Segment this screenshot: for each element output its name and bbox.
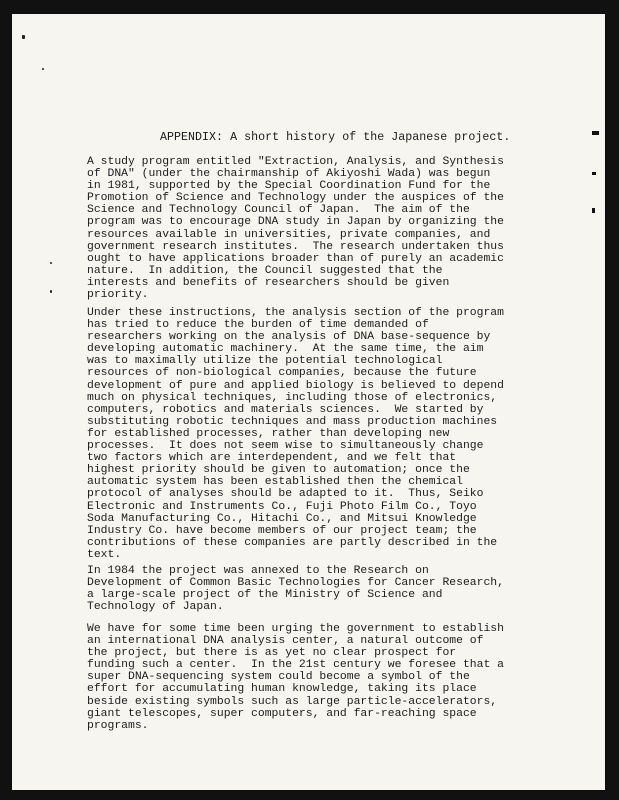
paragraph-line: super DNA-sequencing system could become a symbol of the (87, 671, 470, 684)
paragraph-line: researchers working on the analysis of DNA base-sequence by (87, 331, 491, 344)
paragraph-line: Industry Co. have become members of our project team; the (87, 524, 477, 537)
paragraph-line: Soda Manufacturing Co., Hitachi Co., and Mitsui Knowledge (87, 512, 477, 525)
margin-speck (50, 290, 52, 293)
paragraph-line: resources available in universities, private companies, and (87, 228, 491, 241)
paragraph-line: automatic system has been established then the chemical (87, 476, 463, 489)
paragraph-line: government research institutes. The research undertaken thus (87, 240, 504, 253)
paragraph-line: priority. (87, 289, 149, 302)
paragraph-line: A study program entitled "Extraction, Analysis, and Synthesis (87, 156, 504, 168)
paragraph-line: the project, but there is as yet no clear prospect for (87, 647, 457, 660)
paragraph-line: of DNA" (under the chairmanship of Akiyoshi Wada) was begun (87, 168, 491, 181)
paragraph-line: Development of Common Basic Technologies for Cancer Research, (87, 577, 504, 590)
paragraph-line: developing automatic machinery. At the same time, the aim (87, 343, 484, 356)
edge-mark (592, 208, 595, 213)
edge-mark (592, 172, 596, 175)
margin-speck (50, 262, 52, 264)
paragraph-line: in 1981, supported by the Special Coordination Fund for the (87, 180, 491, 193)
paragraph-line: contributions of these companies are partly described in the (87, 536, 498, 549)
paragraph-1 (87, 156, 527, 301)
paragraph-line: giant telescopes, super computers, and far-reaching space (87, 707, 477, 720)
paragraph-line: two factors which are interdependent, and we felt that (87, 452, 457, 465)
paragraph-line: Electronic and Instruments Co., Fuji Photo Film Co., Toyo (87, 500, 477, 513)
paragraph-line: computers, robotics and materials sciences. We started by (87, 403, 484, 416)
paragraph-line: We have for some time been urging the government to establish (87, 623, 504, 635)
paragraph-4 (87, 623, 527, 732)
paragraph-2 (87, 307, 527, 561)
paragraph-line: ought to have applications broader than of purely an academic (87, 252, 504, 265)
paragraph-line: interests and benefits of researchers should be given (87, 276, 450, 289)
paragraph-line: has tried to reduce the burden of time demanded of (87, 319, 429, 332)
paragraph-line: substituting robotic techniques and mass production machines (87, 415, 498, 428)
paragraph-line: a large-scale project of the Ministry of Science and (87, 589, 443, 602)
margin-speck (22, 35, 25, 39)
paragraph-line: beside existing symbols such as large particle-accelerators, (87, 695, 498, 708)
edge-mark (592, 131, 599, 135)
appendix-title: APPENDIX: A short history of the Japanese project. (160, 131, 511, 144)
paragraph-line: funding such a center. In the 21st century we foresee that a (87, 659, 504, 672)
paragraph-line: an international DNA analysis center, a natural outcome of (87, 635, 484, 648)
paragraph-3 (87, 565, 527, 613)
paragraph-line: program was to encourage DNA study in Japan by organizing the (87, 216, 504, 229)
paragraph-line: protocol of analyses should be adapted to it. Thus, Seiko (87, 488, 484, 501)
paragraph-line: text. (87, 548, 122, 561)
paragraph-line: In 1984 the project was annexed to the Research on (87, 565, 429, 577)
paragraph-line: was to maximally utilize the potential technological (87, 355, 443, 368)
paragraph-line: effort for accumulating human knowledge, taking its place (87, 683, 477, 696)
paragraph-line: programs. (87, 719, 149, 732)
paragraph-line: processes. It does not seem wise to simultaneously change (87, 440, 484, 453)
paragraph-line: much on physical techniques, including those of electronics, (87, 391, 498, 404)
paragraph-line: resources of non-biological companies, because the future (87, 367, 477, 380)
paragraph-line: nature. In addition, the Council suggested that the (87, 264, 443, 277)
paragraph-line: Science and Technology Council of Japan. The aim of the (87, 204, 470, 217)
paragraph-line: Promotion of Science and Technology under the auspices of the (87, 192, 504, 205)
paragraph-line: development of pure and applied biology is believed to depend (87, 379, 504, 392)
paragraph-line: highest priority should be given to automation; once the (87, 464, 470, 477)
paragraph-line: Under these instructions, the analysis section of the program (87, 307, 504, 319)
paragraph-line: for established processes, rather than developing new (87, 427, 450, 440)
paragraph-line: Technology of Japan. (87, 601, 224, 614)
margin-speck (42, 68, 44, 70)
